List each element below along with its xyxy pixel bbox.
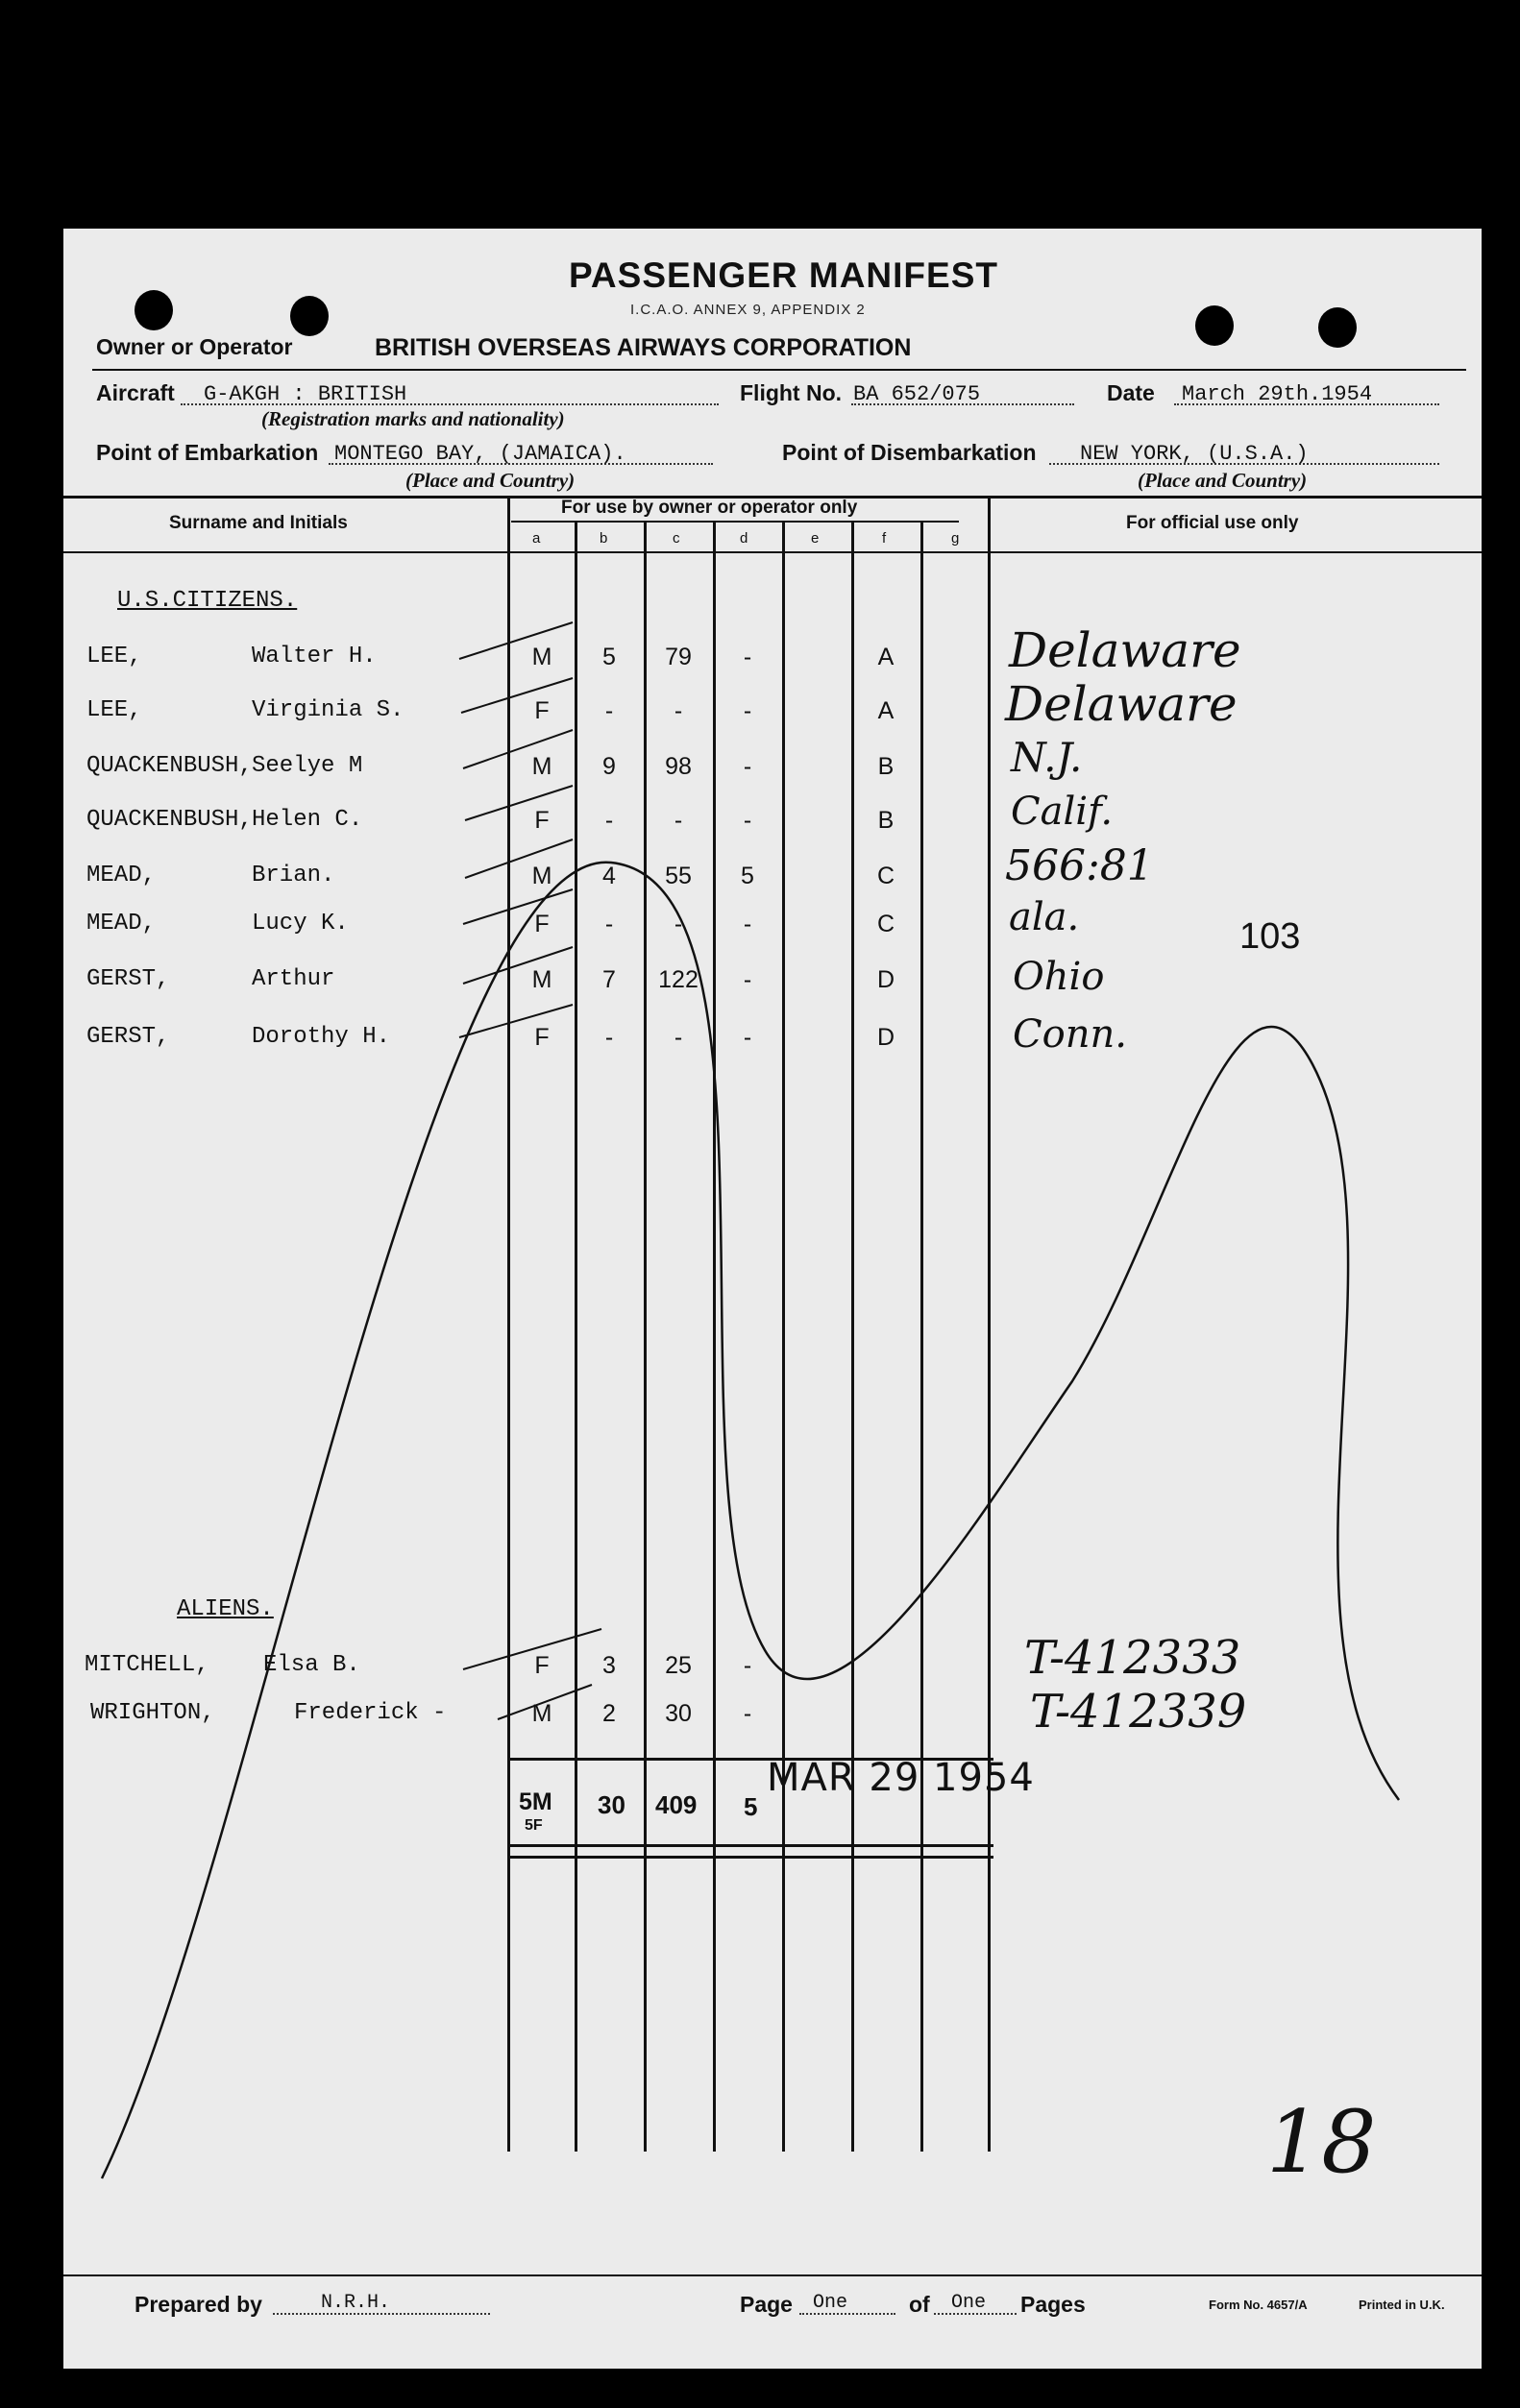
cell-c: - bbox=[674, 1024, 683, 1051]
cell-b: 2 bbox=[602, 1700, 616, 1727]
embark-caption: (Place and Country) bbox=[405, 469, 576, 492]
cell-a: M bbox=[531, 644, 552, 670]
total-a: 5M bbox=[519, 1788, 552, 1815]
surname: GERST, bbox=[86, 1024, 170, 1050]
manifest-subtitle: I.C.A.O. ANNEX 9, APPENDIX 2 bbox=[630, 302, 866, 318]
cell-d: 5 bbox=[741, 863, 754, 889]
col-header-e: e bbox=[811, 530, 820, 547]
surname-header: Surname and Initials bbox=[169, 513, 348, 533]
cell-c: - bbox=[674, 807, 683, 834]
given-name: Dorothy H. bbox=[252, 1024, 391, 1050]
owner-value: BRITISH OVERSEAS AIRWAYS CORPORATION bbox=[375, 334, 912, 361]
date-stamp: MAR 29 1954 bbox=[767, 1756, 1035, 1800]
cell-a: F bbox=[534, 911, 550, 937]
col-header-a: a bbox=[532, 530, 541, 547]
disembark-caption: (Place and Country) bbox=[1138, 469, 1308, 492]
cell-f: A bbox=[877, 697, 895, 724]
surname: GERST, bbox=[86, 966, 170, 992]
cell-d: - bbox=[743, 1652, 752, 1679]
cell-b: 7 bbox=[602, 966, 616, 993]
col-header-d: d bbox=[740, 530, 748, 547]
official-note: Conn. bbox=[1013, 1012, 1127, 1057]
owner-label: Owner or Operator bbox=[96, 334, 293, 359]
cell-c: 79 bbox=[665, 644, 692, 670]
cell-d: - bbox=[743, 644, 752, 670]
surname: QUACKENBUSH, bbox=[86, 807, 253, 833]
surname: MEAD, bbox=[86, 863, 157, 888]
surname: LEE, bbox=[86, 644, 142, 669]
manifest-title: PASSENGER MANIFEST bbox=[569, 255, 998, 295]
cell-a: M bbox=[531, 753, 552, 780]
official-note: Ohio bbox=[1013, 955, 1105, 999]
page-value: One bbox=[813, 2292, 848, 2314]
official-note: N.J. bbox=[1011, 734, 1083, 781]
footer-rule bbox=[63, 2274, 1482, 2276]
cell-d: - bbox=[743, 966, 752, 993]
official-note: Delaware bbox=[1005, 676, 1238, 732]
official-note: Calif. bbox=[1011, 790, 1114, 834]
cell-a: F bbox=[534, 807, 550, 834]
col-header-b: b bbox=[600, 530, 608, 547]
of-value: One bbox=[951, 2292, 987, 2314]
given-name: Helen C. bbox=[252, 807, 363, 833]
surname: WRIGHTON, bbox=[90, 1700, 215, 1726]
given-name: Elsa B. bbox=[263, 1652, 360, 1678]
prepared-label: Prepared by bbox=[135, 2292, 262, 2317]
surname: MITCHELL, bbox=[85, 1652, 209, 1678]
form-number: Form No. 4657/A bbox=[1209, 2298, 1308, 2312]
section-citizens: U.S.CITIZENS. bbox=[117, 588, 298, 614]
cell-b: - bbox=[604, 697, 614, 724]
cell-c: 25 bbox=[665, 1652, 692, 1679]
cell-c: - bbox=[674, 697, 683, 724]
embark-value: MONTEGO BAY, (JAMAICA). bbox=[334, 442, 626, 466]
cell-b: - bbox=[604, 807, 614, 834]
given-name: Brian. bbox=[252, 863, 335, 888]
cell-b: - bbox=[604, 1024, 614, 1051]
cell-c: 122 bbox=[658, 966, 699, 993]
section-aliens: ALIENS. bbox=[177, 1596, 274, 1622]
flight-value: BA 652/075 bbox=[853, 382, 981, 406]
cell-f: C bbox=[876, 863, 895, 889]
surname: LEE, bbox=[86, 697, 142, 723]
official-use-header: For official use only bbox=[1126, 513, 1299, 533]
cell-a: M bbox=[531, 863, 552, 889]
cell-f: C bbox=[876, 911, 895, 937]
cell-b: 9 bbox=[602, 753, 616, 780]
total-c: 409 bbox=[655, 1790, 698, 1819]
aircraft-value: G-AKGH : BRITISH bbox=[204, 382, 407, 406]
embark-label: Point of Embarkation bbox=[96, 440, 319, 465]
owner-use-header: For use by owner or operator only bbox=[561, 498, 858, 518]
surname: QUACKENBUSH, bbox=[86, 753, 253, 779]
official-note: Delaware bbox=[1009, 622, 1241, 678]
given-name: Seelye M bbox=[252, 753, 363, 779]
official-note: T-412339 bbox=[1030, 1685, 1247, 1739]
col-header-f: f bbox=[882, 530, 887, 547]
handwritten-page-count: 18 bbox=[1266, 2092, 1377, 2193]
cell-d: - bbox=[743, 697, 752, 724]
cell-a: F bbox=[534, 1024, 550, 1051]
disembark-value: NEW YORK, (U.S.A.) bbox=[1080, 442, 1309, 466]
official-note: 566:81 bbox=[1005, 841, 1154, 890]
flight-label: Flight No. bbox=[740, 380, 843, 405]
total-b: 30 bbox=[598, 1790, 625, 1819]
manifest-sheet bbox=[63, 229, 1482, 2369]
cell-d: - bbox=[743, 807, 752, 834]
cell-f: D bbox=[876, 966, 895, 993]
aircraft-caption: (Registration marks and nationality) bbox=[261, 407, 565, 430]
col-header-c: c bbox=[673, 530, 680, 547]
total-a2: 5F bbox=[525, 1817, 543, 1834]
surname: MEAD, bbox=[86, 911, 157, 936]
disembark-label: Point of Disembarkation bbox=[782, 440, 1037, 465]
cell-d: - bbox=[743, 911, 752, 937]
date-value: March 29th.1954 bbox=[1182, 382, 1373, 406]
printed-in: Printed in U.K. bbox=[1359, 2298, 1445, 2312]
cell-f: A bbox=[877, 644, 895, 670]
cell-b: 3 bbox=[602, 1652, 616, 1679]
cell-a: F bbox=[534, 697, 550, 724]
date-label: Date bbox=[1107, 380, 1155, 405]
cell-a: F bbox=[534, 1652, 550, 1679]
prepared-value: N.R.H. bbox=[321, 2292, 391, 2314]
total-d: 5 bbox=[744, 1792, 758, 1821]
aircraft-label: Aircraft bbox=[96, 380, 175, 405]
given-name: Walter H. bbox=[252, 644, 377, 669]
official-note: ala. bbox=[1009, 895, 1080, 939]
strike-through-curve bbox=[63, 229, 1482, 2369]
cell-b: 5 bbox=[602, 644, 616, 670]
given-name: Arthur bbox=[252, 966, 335, 992]
cell-d: - bbox=[743, 1700, 752, 1727]
official-note: T-412333 bbox=[1024, 1631, 1241, 1685]
cell-c: 98 bbox=[665, 753, 692, 780]
page-label: Page bbox=[740, 2292, 793, 2317]
pages-label: Pages bbox=[1020, 2292, 1086, 2317]
cell-d: - bbox=[743, 753, 752, 780]
given-name: Virginia S. bbox=[252, 697, 405, 723]
cell-c: 30 bbox=[665, 1700, 692, 1727]
cell-c: - bbox=[674, 911, 683, 937]
cell-a: M bbox=[531, 1700, 552, 1727]
cell-a: M bbox=[531, 966, 552, 993]
given-name: Frederick - bbox=[294, 1700, 447, 1726]
given-name: Lucy K. bbox=[252, 911, 349, 936]
cell-d: - bbox=[743, 1024, 752, 1051]
of-label: of bbox=[909, 2292, 930, 2317]
cell-c: 55 bbox=[665, 863, 692, 889]
cell-b: - bbox=[604, 911, 614, 937]
cell-b: 4 bbox=[602, 863, 616, 889]
col-header-g: g bbox=[951, 530, 960, 547]
cell-f: B bbox=[877, 753, 895, 780]
cell-f: D bbox=[876, 1024, 895, 1051]
cell-f: B bbox=[877, 807, 895, 834]
official-note-103: 103 bbox=[1239, 916, 1301, 957]
strike-marks bbox=[459, 622, 601, 1719]
